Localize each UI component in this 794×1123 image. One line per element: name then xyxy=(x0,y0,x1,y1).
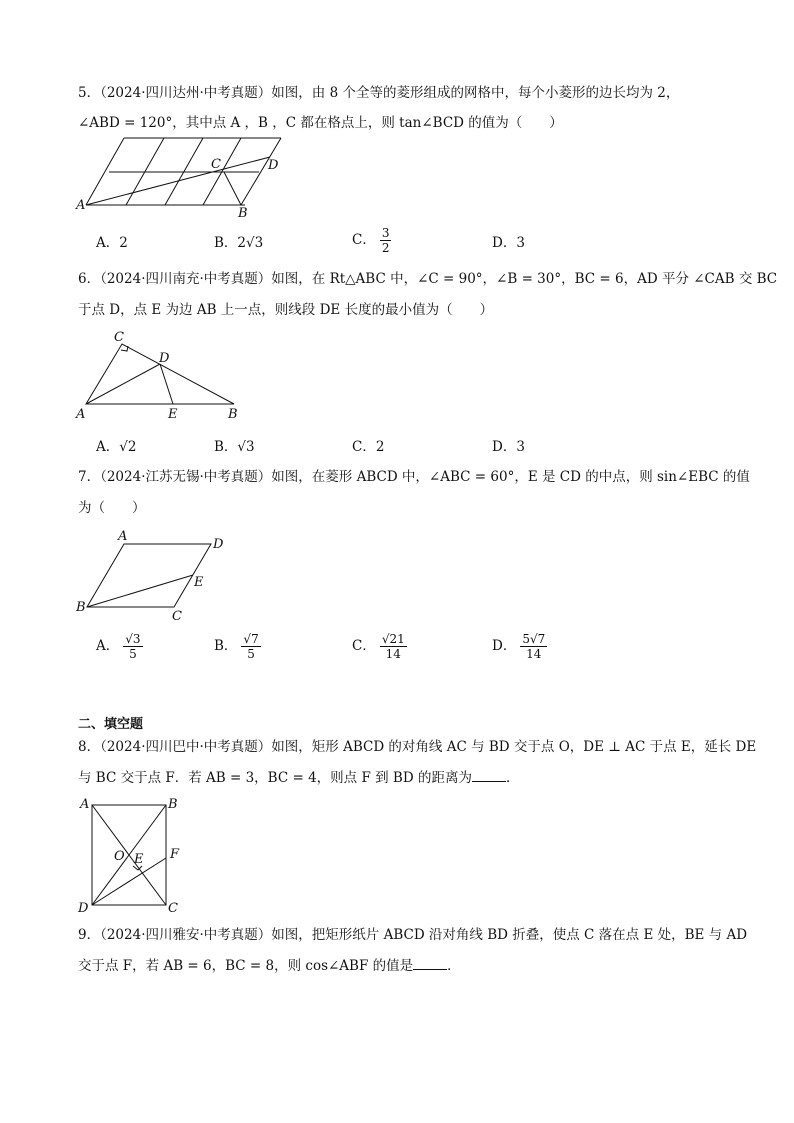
q6-text-line1: 6．（2024·四川南充·中考真题）如图，在 Rt△ABC 中，∠C = 90°，∠B = 30°，BC = 6，AD 平分 ∠CAB 交 BC xyxy=(78,271,778,287)
q7-option-c: C． $\frac{√21}{14}$ xyxy=(352,632,405,661)
q8-label-d: D xyxy=(78,901,89,916)
q8-label-c: C xyxy=(168,901,178,916)
q6-option-c: C．2 xyxy=(352,439,385,455)
q5-label-c: C xyxy=(211,157,221,172)
q9-text-line2: 交于点 F，若 AB = 6，BC = 8，则 cos∠ABF 的值是 ． xyxy=(78,958,461,974)
q8-label-e: E xyxy=(134,852,144,867)
q7-option-d: D． $\frac{5√7}{14}$ xyxy=(492,632,546,661)
section-title-fill-in: 二、填空题 xyxy=(78,717,144,732)
q7-text-line2: 为（ ） xyxy=(78,500,146,516)
q6-option-a: A．√2 xyxy=(96,439,137,455)
q7-text-line1: 7．（2024·江苏无锡·中考真题）如图，在菱形 ABCD 中，∠ABC = 60°，E 是 CD 的中点，则 sin∠EBC 的值 xyxy=(78,469,750,485)
q6-text-line2: 于点 D，点 E 为边 AB 上一点，则线段 DE 长度的最小值为（ ） xyxy=(78,302,494,318)
q6-label-b: B xyxy=(228,407,238,422)
q7-label-b: B xyxy=(76,600,86,615)
q7-option-a: A． $\frac{√3}{5}$ xyxy=(96,632,141,661)
q5-option-a: A．2 xyxy=(96,235,128,251)
q5-label-d: D xyxy=(268,158,279,173)
q8-label-b: B xyxy=(168,797,178,812)
q7-label-a: A xyxy=(118,529,128,544)
q7-label-e: E xyxy=(194,575,204,590)
q7-label-c: C xyxy=(172,609,182,624)
q7-label-d: D xyxy=(213,537,224,552)
q8-text-line1: 8．（2024·四川巴中·中考真题）如图，矩形 ABCD 的对角线 AC 与 BD 交于点 O，DE ⊥ AC 于点 E，延长 DE xyxy=(78,739,757,755)
q6-label-d: D xyxy=(159,351,170,366)
q6-option-b: B．√3 xyxy=(214,439,255,455)
q7-option-b: B． $\frac{√7}{5}$ xyxy=(214,632,259,661)
q8-label-f: F xyxy=(170,847,180,862)
q5-option-b: B．2√3 xyxy=(214,235,264,251)
q5-label-a: A xyxy=(76,198,86,213)
q5-option-d: D．3 xyxy=(492,235,525,251)
q8-label-a: A xyxy=(80,797,90,812)
q9-answer-blank[interactable] xyxy=(413,957,447,970)
q6-label-e: E xyxy=(168,407,178,422)
q5-text-line1: 5．（2024·四川达州·中考真题）如图，由 8 个全等的菱形组成的网格中，每个小菱形的边长均为 2， xyxy=(78,85,680,101)
q6-label-a: A xyxy=(76,407,86,422)
q9-text-line1: 9．（2024·四川雅安·中考真题）如图，把矩形纸片 ABCD 沿对角线 BD 折叠，使点 C 落在点 E 处，BE 与 AD xyxy=(78,927,748,943)
q5-option-c: C． $\frac{3}{2}$ xyxy=(352,226,390,255)
q8-label-o: O xyxy=(114,849,125,864)
q6-label-c: C xyxy=(114,330,124,345)
q5-label-b: B xyxy=(238,206,248,221)
q8-text-line2: 与 BC 交于点 F．若 AB = 3，BC = 4，则点 F 到 BD 的距离为 ． xyxy=(78,770,520,786)
q6-option-d: D．3 xyxy=(492,439,525,455)
q5-text-line2: ∠ABD = 120°，其中点 A ，B ，C 都在格点上，则 tan∠BCD 的值为（ ） xyxy=(78,115,563,131)
